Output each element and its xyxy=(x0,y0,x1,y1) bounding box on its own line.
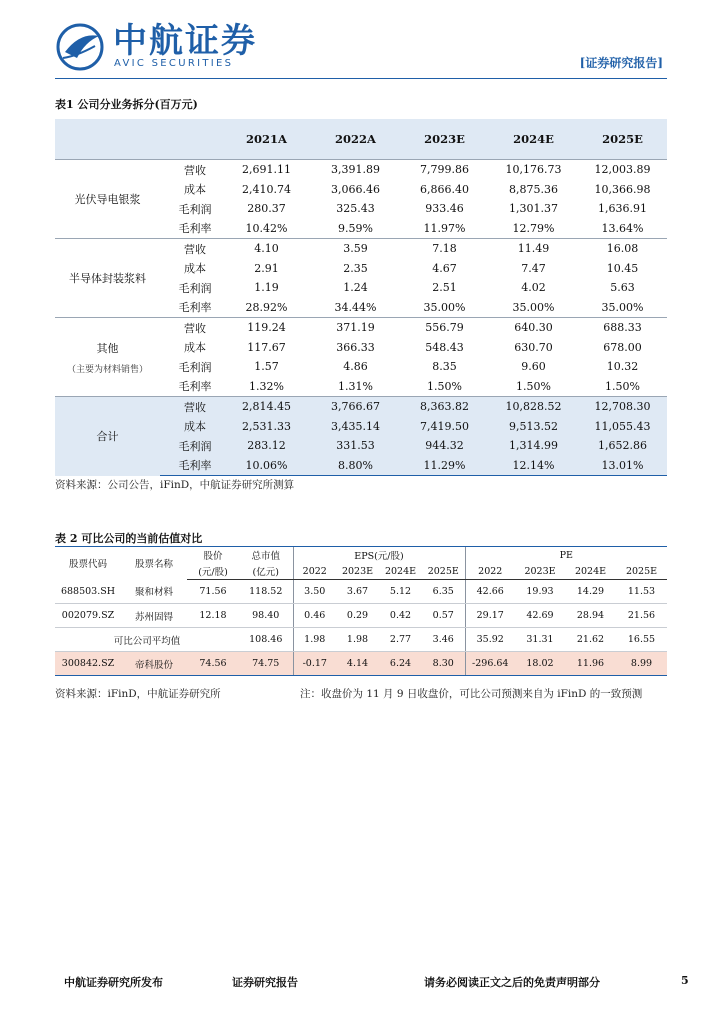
table-row xyxy=(55,239,667,259)
code-header: 股票代码 xyxy=(55,547,121,580)
value-cell: 9.60 xyxy=(521,360,546,374)
value-cell: 34.44% xyxy=(334,300,377,314)
value-cell: 7,419.50 xyxy=(420,419,469,433)
value-cell: 280.37 xyxy=(247,202,286,216)
value-cell: 11.49 xyxy=(489,239,578,259)
metric-label: 营收 xyxy=(160,160,222,180)
year-header: 2025E xyxy=(578,119,667,160)
value-cell: 3,435.14 xyxy=(331,419,380,433)
value-cell: 10,366.98 xyxy=(594,182,651,196)
metric-label: 成本 xyxy=(184,420,206,434)
eps-year: 2022 xyxy=(293,563,336,580)
value-cell: 1,636.91 xyxy=(598,202,647,216)
footer-report-type: 证券研究报告 xyxy=(232,976,298,989)
page-number: 5 xyxy=(681,974,689,987)
eps-year: 2024E xyxy=(379,563,422,580)
price-unit: (元/股) xyxy=(187,563,239,580)
pe-header: PE xyxy=(465,547,667,564)
average-label: 可比公司平均值 xyxy=(55,628,239,652)
value-cell: 1,314.99 xyxy=(509,439,558,453)
value-cell: 11.97% xyxy=(423,221,466,235)
year-header: 2022A xyxy=(311,119,400,160)
eps-header: EPS(元/股) xyxy=(293,547,465,564)
metric-label: 毛利率 xyxy=(160,456,222,476)
value-cell: 2,814.45 xyxy=(222,397,311,417)
value-cell: 12,003.89 xyxy=(578,160,667,180)
value-cell: 1,301.37 xyxy=(509,202,558,216)
value-cell: 4.86 xyxy=(343,360,368,374)
report-tag: [证券研究报告] xyxy=(579,56,663,70)
value-cell: 1,652.86 xyxy=(598,439,647,453)
value-cell: 13.01% xyxy=(578,456,667,476)
segment-group xyxy=(55,239,667,318)
valuation-comparison-table xyxy=(55,546,667,676)
value-cell: 12,708.30 xyxy=(578,397,667,417)
value-cell: 6,866.40 xyxy=(420,182,469,196)
value-cell: 366.33 xyxy=(336,340,375,354)
year-header: 2024E xyxy=(489,119,578,160)
value-cell: 7.18 xyxy=(400,239,489,259)
value-cell: 4.02 xyxy=(521,281,546,295)
table2-source-left: 资料来源：iFinD，中航证券研究所 xyxy=(55,688,221,700)
value-cell: 8.35 xyxy=(432,360,457,374)
segment-name: 半导体封装浆料 xyxy=(55,239,160,318)
pe-year: 2023E xyxy=(515,563,565,580)
value-cell: 3,391.89 xyxy=(311,160,400,180)
value-cell: 3.59 xyxy=(311,239,400,259)
metric-label: 毛利率 xyxy=(178,380,212,394)
value-cell: 1.57 xyxy=(254,360,279,374)
footer-publisher: 中航证券研究所发布 xyxy=(64,976,163,989)
value-cell: 7,799.86 xyxy=(400,160,489,180)
value-cell: 933.46 xyxy=(425,202,464,216)
value-cell: 371.19 xyxy=(311,318,400,338)
value-cell: 10.42% xyxy=(245,221,288,235)
value-cell: 5.63 xyxy=(610,281,635,295)
value-cell: 2,410.74 xyxy=(242,182,291,196)
value-cell: 2.51 xyxy=(432,281,457,295)
table1-header-row xyxy=(55,119,667,160)
value-cell: 28.92% xyxy=(245,300,288,314)
value-cell: 2,531.33 xyxy=(242,419,291,433)
table-row xyxy=(55,318,667,338)
mcap-unit: (亿元) xyxy=(239,563,293,580)
value-cell: 688.33 xyxy=(578,318,667,338)
footer-disclaimer: 请务必阅读正文之后的免责声明部分 xyxy=(424,976,600,989)
table2-source-right: 注：收盘价为 11 月 9 日收盘价，可比公司预测来自为 iFinD 的一致预测 xyxy=(300,688,643,700)
value-cell: 1.50% xyxy=(516,379,551,393)
value-cell: 8.80% xyxy=(311,456,400,476)
value-cell: 8,875.36 xyxy=(509,182,558,196)
mcap-header: 总市值 xyxy=(239,547,293,564)
segment-group xyxy=(55,160,667,239)
value-cell: 119.24 xyxy=(222,318,311,338)
metric-label: 营收 xyxy=(160,397,222,417)
value-cell: 556.79 xyxy=(400,318,489,338)
value-cell: 2.35 xyxy=(343,261,368,275)
table-row xyxy=(55,160,667,180)
value-cell: 2,691.11 xyxy=(222,160,311,180)
value-cell: 35.00% xyxy=(601,300,644,314)
value-cell: 1.50% xyxy=(605,379,640,393)
table-row: 688503.SH 聚和材料 71.56 118.52 3.50 3.67 5.12 6.35 42.66 19.93 14.29 11.53 xyxy=(55,580,667,604)
page-header xyxy=(55,18,667,80)
segment-name: 合计 xyxy=(55,397,160,476)
value-cell: 12.14% xyxy=(489,456,578,476)
segment-group xyxy=(55,397,667,476)
value-cell: 10,828.52 xyxy=(489,397,578,417)
metric-label: 毛利率 xyxy=(178,222,212,236)
value-cell: 944.32 xyxy=(425,439,464,453)
value-cell: 325.43 xyxy=(336,202,375,216)
value-cell: 630.70 xyxy=(514,340,553,354)
metric-label: 成本 xyxy=(184,183,206,197)
value-cell: 1.32% xyxy=(249,379,284,393)
value-cell: 9.59% xyxy=(338,221,373,235)
value-cell: 10,176.73 xyxy=(489,160,578,180)
value-cell: 1.31% xyxy=(338,379,373,393)
value-cell: 9,513.52 xyxy=(509,419,558,433)
metric-label: 毛利润 xyxy=(178,360,212,374)
value-cell: 678.00 xyxy=(603,340,642,354)
value-cell: 10.06% xyxy=(222,456,311,476)
value-cell: 283.12 xyxy=(247,439,286,453)
metric-label: 毛利润 xyxy=(178,281,212,295)
pe-year: 2025E xyxy=(616,563,667,580)
value-cell: 12.79% xyxy=(512,221,555,235)
pe-year: 2022 xyxy=(465,563,515,580)
value-cell: 640.30 xyxy=(489,318,578,338)
segment-name: 其他 （主要为材料销售） xyxy=(55,318,160,397)
value-cell: 11.29% xyxy=(400,456,489,476)
table2-caption: 表 2 可比公司的当前估值对比 xyxy=(55,532,203,545)
logo-chinese: 中航证券 xyxy=(113,21,257,61)
value-cell: 13.64% xyxy=(601,221,644,235)
value-cell: 4.67 xyxy=(432,261,457,275)
average-row: 可比公司平均值 108.46 1.98 1.98 2.77 3.46 35.92 31.31 21.62 16.55 xyxy=(55,628,667,652)
value-cell: 7.47 xyxy=(521,261,546,275)
header-divider xyxy=(55,78,667,79)
name-header: 股票名称 xyxy=(121,547,187,580)
value-cell: 117.67 xyxy=(247,340,286,354)
metric-label: 毛利率 xyxy=(178,301,212,315)
value-cell: 1.19 xyxy=(254,281,279,295)
value-cell: 331.53 xyxy=(336,439,375,453)
target-company-row: 300842.SZ 帝科股份 74.56 74.75 -0.17 4.14 6.24 8.30 -296.64 18.02 11.96 8.99 xyxy=(55,652,667,676)
value-cell: 8,363.82 xyxy=(400,397,489,417)
value-cell: 10.45 xyxy=(606,261,639,275)
value-cell: 3,066.46 xyxy=(331,182,380,196)
segment-breakdown-table xyxy=(55,119,667,476)
pe-year: 2024E xyxy=(565,563,616,580)
segment-name: 光伏导电银浆 xyxy=(55,160,160,239)
metric-label: 成本 xyxy=(184,341,206,355)
segment-group xyxy=(55,318,667,397)
table2-header-row xyxy=(55,547,667,564)
eps-year: 2025E xyxy=(422,563,465,580)
avic-logo-icon xyxy=(55,22,105,72)
metric-label: 毛利润 xyxy=(178,202,212,216)
value-cell: 35.00% xyxy=(423,300,466,314)
value-cell: 35.00% xyxy=(512,300,555,314)
price-header: 股价 xyxy=(187,547,239,564)
table-row xyxy=(55,397,667,417)
year-header: 2023E xyxy=(400,119,489,160)
value-cell: 3,766.67 xyxy=(311,397,400,417)
metric-label: 成本 xyxy=(184,262,206,276)
year-header: 2021A xyxy=(222,119,311,160)
table-row: 002079.SZ 苏州固锝 12.18 98.40 0.46 0.29 0.42 0.57 29.17 42.69 28.94 21.56 xyxy=(55,604,667,628)
value-cell: 10.32 xyxy=(606,360,639,374)
value-cell: 1.50% xyxy=(427,379,462,393)
value-cell: 2.91 xyxy=(254,261,279,275)
value-cell: 16.08 xyxy=(578,239,667,259)
logo-english: AVIC SECURITIES xyxy=(114,58,234,69)
value-cell: 1.24 xyxy=(343,281,368,295)
value-cell: 4.10 xyxy=(222,239,311,259)
metric-label: 营收 xyxy=(160,239,222,259)
table1-source: 资料来源：公司公告，iFinD，中航证券研究所测算 xyxy=(55,479,295,491)
eps-year: 2023E xyxy=(336,563,379,580)
table1-caption: 表1 公司分业务拆分(百万元) xyxy=(55,98,198,111)
value-cell: 11,055.43 xyxy=(594,419,651,433)
metric-label: 营收 xyxy=(160,318,222,338)
value-cell: 548.43 xyxy=(425,340,464,354)
segment-note: （主要为材料销售） xyxy=(66,364,148,375)
metric-label: 毛利润 xyxy=(178,439,212,453)
